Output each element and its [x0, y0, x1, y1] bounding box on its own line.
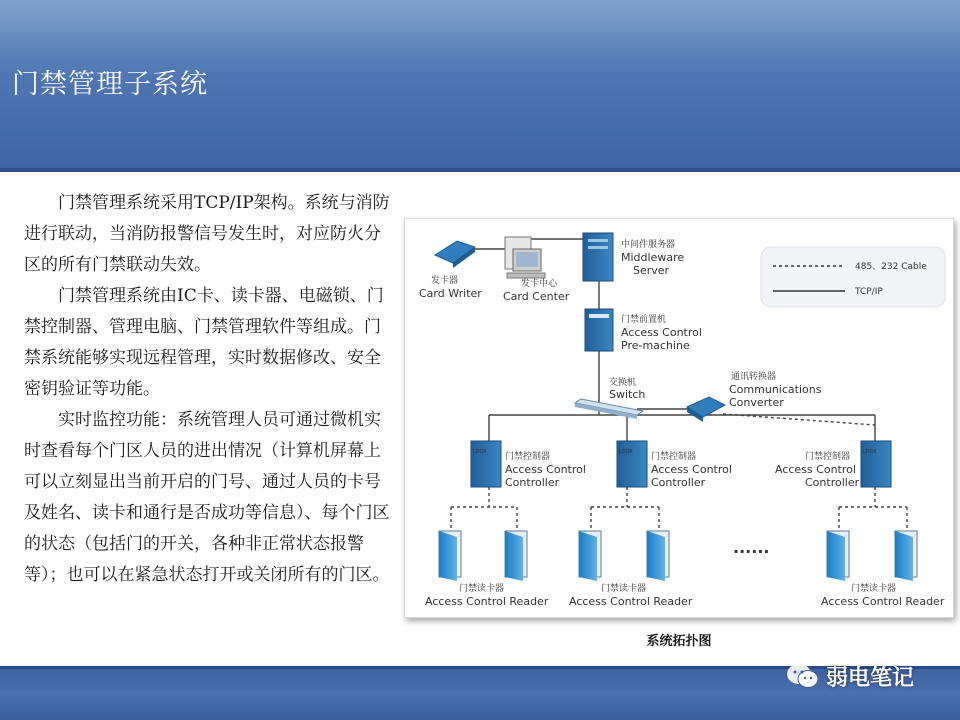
svg-text:LDOX: LDOX	[473, 449, 487, 455]
legend	[761, 247, 945, 307]
controller-icon	[471, 441, 501, 487]
controller-2-en-2: Controller	[651, 476, 706, 489]
controller-1-cn: 门禁控制器	[505, 452, 551, 462]
topology-diagram	[404, 218, 954, 618]
controller-3-en-2: Controller	[805, 476, 860, 489]
reader-3-cn: 门禁读卡器	[851, 584, 897, 594]
converter-en-2: Converter	[729, 396, 784, 409]
banner-highlight	[0, 0, 960, 58]
reader-3-en: Access Control Reader	[821, 595, 945, 608]
card-writer-en: Card Writer	[419, 287, 482, 300]
converter-device	[687, 370, 822, 422]
paragraph-architecture: 门禁管理系统采用TCP/IP架构。系统与消防进行联动，当消防报警信号发生时，对应防火分区的所有门禁联动失效。	[24, 193, 390, 275]
doors-group-2	[569, 531, 693, 608]
middleware-en-2: Server	[633, 264, 670, 277]
door-icon	[827, 531, 845, 581]
figure-caption: 系统拓扑图	[646, 634, 712, 649]
legend-solid-label: TCP/IP	[855, 287, 883, 297]
card-writer-device	[419, 241, 482, 300]
controller-icon	[617, 441, 647, 487]
controller-3-cn: 门禁控制器	[805, 452, 851, 462]
converter-en-1: Communications	[729, 383, 822, 396]
paragraph-components: 门禁管理系统由IC卡、读卡器、电磁锁、门禁控制器、管理电脑、门禁管理软件等组成。门禁系统能够实现远程管理，实时数据修改、安全密钥验证等功能。	[24, 286, 384, 399]
controller-1-en-2: Controller	[505, 476, 560, 489]
doors-group-3	[821, 531, 945, 608]
middleware-server-device	[583, 233, 684, 281]
page-title: 门禁管理子系统	[12, 69, 208, 100]
watermark-text: 弱电笔记	[826, 665, 915, 691]
paragraph-monitoring: 实时监控功能：系统管理人员可通过微机实时查看每个门区人员的进出情况（计算机屏幕上可以立刻显出当前开启的门号、通过人员的卡号及姓名、读卡和通行是否成功等信息）、每个门区的状态（包括门的开关，各种非正常状态报警等）；也可以在紧急状态打开或关闭所有的门区。	[24, 410, 390, 585]
premachine-en-1: Access Control	[621, 326, 702, 339]
svg-text:LDOX: LDOX	[619, 449, 633, 455]
premachine-en-2: Pre-machine	[621, 339, 690, 352]
ellipsis: ......	[733, 538, 770, 557]
door-icon	[579, 531, 597, 581]
reader-1-en: Access Control Reader	[425, 595, 549, 608]
reader-2-cn: 门禁读卡器	[601, 584, 647, 594]
switch-en: Switch	[609, 388, 646, 401]
door-icon	[439, 531, 457, 581]
middleware-cn: 中间件服务器	[621, 240, 676, 250]
reader-1-cn: 门禁读卡器	[459, 584, 505, 594]
door-icon	[647, 531, 665, 581]
legend-dashed-label: 485、232 Cable	[855, 262, 927, 272]
door-icon	[505, 531, 523, 581]
reader-2-en: Access Control Reader	[569, 595, 693, 608]
controller-2	[617, 441, 732, 489]
premachine-device	[585, 309, 702, 352]
controller-2-cn: 门禁控制器	[651, 452, 697, 462]
svg-text:LDOX: LDOX	[863, 449, 877, 455]
controller-2-en-1: Access Control	[651, 463, 732, 476]
card-center-en: Card Center	[503, 290, 570, 303]
controller-icon	[861, 441, 891, 487]
banner-divider	[0, 168, 960, 172]
doors-group-1	[425, 531, 549, 608]
switch-cn: 交换机	[609, 378, 637, 388]
pc-keyboard-icon	[507, 273, 545, 278]
door-icon	[895, 531, 913, 581]
switch-device	[575, 376, 645, 419]
topology-svg	[405, 219, 955, 619]
premachine-cn: 门禁前置机	[621, 315, 667, 325]
card-center-device	[503, 237, 570, 303]
legend-box	[761, 247, 945, 307]
controller-3	[775, 441, 891, 489]
card-writer-cn: 发卡器	[431, 276, 459, 286]
card-center-cn: 发卡中心	[521, 279, 558, 289]
converter-cn: 通讯转换器	[731, 372, 777, 382]
title-banner	[0, 0, 960, 172]
middleware-en-1: Middleware	[621, 251, 685, 264]
controller-3-en-1: Access Control	[775, 463, 856, 476]
controller-1	[471, 441, 586, 489]
body-text	[24, 188, 396, 591]
wechat-icon	[786, 662, 820, 690]
controller-1-en-1: Access Control	[505, 463, 586, 476]
watermark	[786, 661, 914, 691]
